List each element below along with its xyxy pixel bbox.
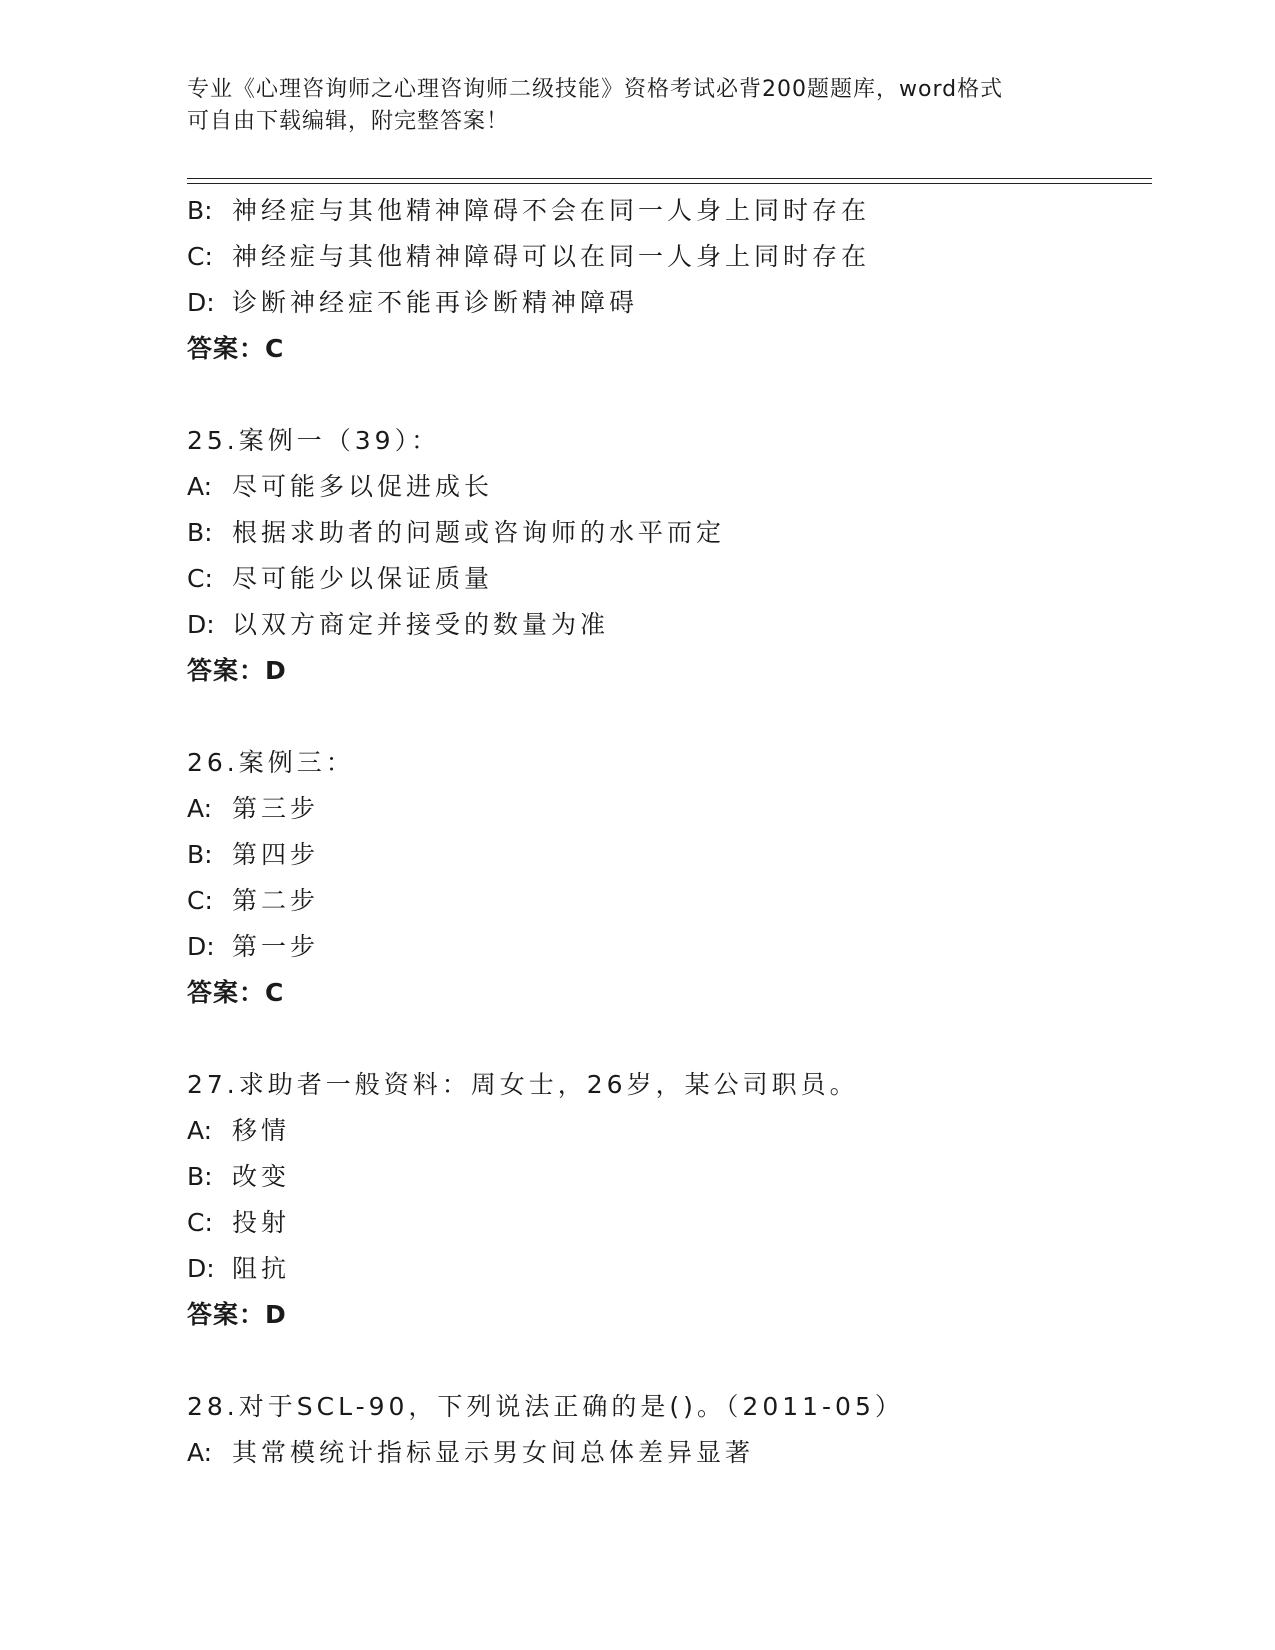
spacer [187, 1338, 1147, 1384]
option-text: 神经症与其他精神障碍可以在同一人身上同时存在 [232, 242, 871, 271]
option-key: C: [187, 564, 213, 593]
question-stem: 25.案例一（39）： [187, 426, 441, 455]
option-text: 移情 [232, 1116, 291, 1145]
option-text: 第一步 [232, 932, 320, 961]
option-key: D: [187, 932, 215, 961]
option-b [187, 832, 1147, 878]
question-stem: 27.求助者一般资料：周女士，26岁，某公司职员。 [187, 1070, 859, 1099]
option-a [187, 1108, 1147, 1154]
answer: 答案：C [187, 334, 285, 363]
answer: 答案：C [187, 978, 285, 1007]
header-divider-bottom [187, 183, 1152, 184]
question-stem: 26.案例三： [187, 748, 355, 777]
option-text: 其常模统计指标显示男女间总体差异显著 [232, 1438, 755, 1467]
option-text: 阻抗 [232, 1254, 291, 1283]
question-stem: 28.对于SCL-90，下列说法正确的是()。（2011-05） [187, 1392, 904, 1421]
option-text: 第四步 [232, 840, 320, 869]
option-a [187, 786, 1147, 832]
option-key: C: [187, 1208, 213, 1237]
option-d [187, 602, 1147, 648]
option-key: C: [187, 886, 213, 915]
question-list [187, 188, 1147, 1476]
option-text: 神经症与其他精神障碍不会在同一人身上同时存在 [232, 196, 871, 225]
option-text: 诊断神经症不能再诊断精神障碍 [232, 288, 639, 317]
option-d [187, 280, 1147, 326]
option-key: B: [187, 840, 213, 869]
option-a [187, 1430, 1147, 1476]
option-key: D: [187, 288, 215, 317]
spacer [187, 694, 1147, 740]
option-text: 第三步 [232, 794, 320, 823]
option-key: A: [187, 472, 213, 501]
option-text: 以双方商定并接受的数量为准 [232, 610, 610, 639]
option-text: 尽可能少以保证质量 [232, 564, 494, 593]
header-divider-top [187, 178, 1152, 179]
option-key: B: [187, 518, 213, 547]
option-text: 投射 [232, 1208, 291, 1237]
option-c [187, 234, 1147, 280]
option-text: 改变 [232, 1162, 291, 1191]
option-d [187, 924, 1147, 970]
option-key: D: [187, 610, 215, 639]
option-key: A: [187, 1116, 213, 1145]
option-c [187, 556, 1147, 602]
option-key: C: [187, 242, 213, 271]
spacer [187, 372, 1147, 418]
option-text: 根据求助者的问题或咨询师的水平而定 [232, 518, 726, 547]
option-key: B: [187, 196, 213, 225]
option-key: D: [187, 1254, 215, 1283]
answer: 答案：D [187, 1300, 287, 1329]
option-c [187, 1200, 1147, 1246]
option-a [187, 464, 1147, 510]
spacer [187, 1016, 1147, 1062]
option-text: 第二步 [232, 886, 320, 915]
option-b [187, 188, 1147, 234]
header-line-1: 专业《心理咨询师之心理咨询师二级技能》资格考试必背200题题库，word格式 [187, 77, 1004, 102]
option-c [187, 878, 1147, 924]
option-b [187, 1154, 1147, 1200]
header-line-2: 可自由下载编辑，附完整答案！ [187, 109, 510, 134]
option-d [187, 1246, 1147, 1292]
option-key: B: [187, 1162, 213, 1191]
document-header [187, 74, 1087, 138]
option-b [187, 510, 1147, 556]
answer: 答案：D [187, 656, 287, 685]
option-key: A: [187, 794, 213, 823]
option-text: 尽可能多以促进成长 [232, 472, 494, 501]
option-key: A: [187, 1438, 213, 1467]
